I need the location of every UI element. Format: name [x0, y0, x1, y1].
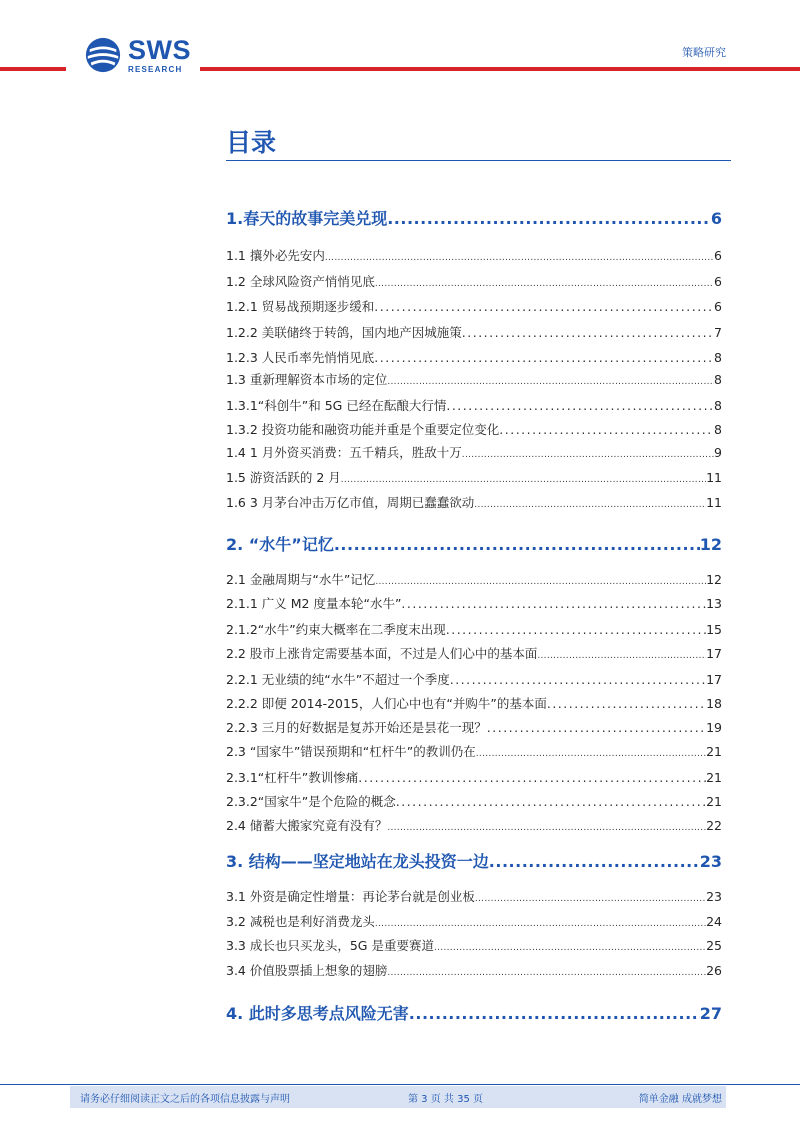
toc-entry-text: 2.2 股市上涨肯定需要基本面，不过是人们心中的基本面 — [226, 646, 538, 661]
toc-entry[interactable] — [226, 694, 722, 712]
toc-leader — [476, 749, 706, 759]
toc-entry-page: 23 — [699, 852, 722, 871]
toc-entry-text: 2.1.2“水牛”约束大概率在二季度末出现 — [226, 622, 446, 637]
toc-leader — [446, 622, 706, 637]
footer-slogan: 简单金融 成就梦想 — [638, 1094, 722, 1105]
toc-entry-page: 8 — [714, 422, 722, 437]
toc-entry-text: 3.4 价值股票插上想象的翅膀 — [226, 963, 388, 978]
toc-entry-text: 1.1 攘外必先安内 — [226, 248, 325, 263]
toc-entry[interactable] — [226, 768, 722, 786]
toc-entry-text: 1.3.1“科创牛”和 5G 已经在酝酿大行情 — [226, 398, 447, 413]
toc-entry-page: 25 — [706, 938, 722, 953]
toc-leader — [450, 672, 706, 687]
toc-entry[interactable] — [226, 323, 722, 341]
toc-entry[interactable] — [226, 570, 722, 588]
toc-entry-text: 2.1.1 广义 M2 度量本轮“水牛” — [226, 596, 402, 611]
toc-leader — [462, 325, 714, 340]
toc-entry[interactable] — [226, 644, 722, 662]
toc-entry-page: 15 — [706, 622, 722, 637]
toc-entry[interactable] — [226, 1001, 722, 1024]
toc-entry[interactable] — [226, 594, 722, 612]
toc-entry-page: 12 — [706, 572, 722, 587]
toc-entry-text: 2.4 储蓄大搬家究竟有没有？ — [226, 818, 388, 833]
toc-entry-text: 1.春天的故事完美兑现 — [226, 209, 388, 228]
toc-entry[interactable] — [226, 961, 722, 979]
toc-leader — [375, 919, 706, 929]
toc-entry[interactable] — [226, 718, 722, 736]
toc-entry-text: 1.2 全球风险资产悄悄见底 — [226, 274, 375, 289]
toc-leader — [341, 475, 706, 485]
toc-entry-text: 3.1 外资是确定性增量：再论茅台就是创业板 — [226, 889, 475, 904]
report-category: 策略研究 — [682, 46, 726, 59]
toc-entry[interactable] — [226, 297, 722, 315]
footer-divider — [0, 1084, 800, 1085]
toc-leader — [547, 696, 706, 711]
toc-leader — [334, 535, 700, 554]
toc-entry-page: 6 — [710, 209, 722, 228]
toc-entry[interactable] — [226, 420, 722, 438]
toc-entry-text: 2.2.1 无业绩的纯“水牛”不超过一个季度 — [226, 672, 450, 687]
toc-entry-text: 1.3 重新理解资本市场的定位 — [226, 372, 388, 387]
toc-entry-text: 2.2.2 即便 2014-2015，人们心中也有“并购牛”的基本面 — [226, 696, 547, 711]
toc-entry-page: 7 — [714, 325, 722, 340]
toc-entry[interactable] — [226, 912, 722, 930]
toc-entry-page: 13 — [706, 596, 722, 611]
toc-entry-text: 1.4 1 月外资买消费：五千精兵，胜敌十万 — [226, 445, 462, 460]
toc-leader — [358, 770, 706, 785]
toc-leader — [537, 651, 706, 661]
header-rule-left — [0, 67, 66, 71]
toc-leader — [375, 279, 714, 289]
toc-leader — [462, 450, 714, 460]
toc-leader — [401, 596, 706, 611]
title-divider — [226, 160, 731, 161]
toc-entry-text: 3.2 减税也是利好消费龙头 — [226, 914, 375, 929]
toc-leader — [325, 253, 714, 263]
toc-entry-page: 21 — [706, 794, 722, 809]
toc-entry-text: 2. “水牛”记忆 — [226, 535, 334, 554]
toc-entry[interactable] — [226, 272, 722, 290]
toc-entry[interactable] — [226, 742, 722, 760]
toc-entry-page: 23 — [706, 889, 722, 904]
toc-entry[interactable] — [226, 887, 722, 905]
sws-globe-icon — [84, 36, 122, 74]
toc-entry[interactable] — [226, 493, 722, 511]
toc-entry-text: 2.2.3 三月的好数据是复苏开始还是昙花一现？ — [226, 720, 487, 735]
toc-entry[interactable] — [226, 849, 722, 872]
toc-entry-text: 3. 结构——坚定地站在龙头投资一边 — [226, 852, 489, 871]
toc-entry[interactable] — [226, 670, 722, 688]
toc-entry-text: 1.3.2 投资功能和融资功能并重是个重要定位变化 — [226, 422, 500, 437]
toc-entry-page: 27 — [699, 1004, 722, 1023]
toc-entry-page: 12 — [699, 535, 722, 554]
toc-entry-page: 24 — [706, 914, 722, 929]
toc-entry[interactable] — [226, 443, 722, 461]
toc-leader — [489, 852, 700, 871]
toc-entry-text: 4. 此时多思考点风险无害 — [226, 1004, 409, 1023]
toc-leader — [434, 943, 706, 953]
toc-entry[interactable] — [226, 370, 722, 388]
footer-page-info: 第 3 页 共 35 页 — [408, 1094, 483, 1105]
toc-entry-text: 2.3.1“杠杆牛”教训惨痛 — [226, 770, 359, 785]
toc-entry[interactable] — [226, 468, 722, 486]
toc-leader — [487, 720, 706, 735]
toc-entry[interactable] — [226, 816, 722, 834]
toc-entry-page: 18 — [706, 696, 722, 711]
toc-entry-text: 1.2.3 人民币率先悄悄见底 — [226, 350, 375, 365]
toc-entry-page: 19 — [706, 720, 722, 735]
toc-entry-page: 8 — [714, 372, 722, 387]
toc-entry-text: 3.3 成长也只买龙头，5G 是重要赛道 — [226, 938, 434, 953]
toc-entry-text: 1.2.1 贸易战预期逐步缓和 — [226, 299, 375, 314]
toc-entry-page: 11 — [706, 470, 722, 485]
toc-entry-text: 1.5 游资活跃的 2 月 — [226, 470, 341, 485]
toc-leader — [499, 422, 714, 437]
sws-logo — [84, 34, 191, 76]
header-rule-right — [200, 67, 800, 71]
toc-entry-page: 22 — [706, 818, 722, 833]
toc-entry[interactable] — [226, 246, 722, 264]
toc-leader — [396, 794, 706, 809]
toc-entry[interactable] — [226, 620, 722, 638]
toc-leader — [375, 577, 706, 587]
toc-entry-text: 1.2.2 美联储终于转鸽，国内地产因城施策 — [226, 325, 462, 340]
toc-leader — [387, 209, 711, 228]
toc-entry-page: 9 — [714, 445, 722, 460]
toc-entry[interactable] — [226, 792, 722, 810]
toc-leader — [374, 350, 714, 365]
toc-entry[interactable] — [226, 348, 722, 366]
toc-entry-text: 2.3.2“国家牛”是个危险的概念 — [226, 794, 396, 809]
toc-entry-page: 21 — [706, 744, 722, 759]
toc-leader — [446, 398, 714, 413]
logo-subtext: RESEARCH — [128, 64, 183, 74]
toc-leader — [374, 299, 714, 314]
toc-entry-page: 8 — [714, 350, 722, 365]
toc-entry-page: 6 — [714, 248, 722, 263]
toc-entry-text: 2.1 金融周期与“水牛”记忆 — [226, 572, 376, 587]
toc-entry[interactable] — [226, 396, 722, 414]
toc-entry-page: 17 — [706, 672, 722, 687]
toc-entry-page: 6 — [714, 274, 722, 289]
toc-leader — [387, 968, 706, 978]
toc-entry-page: 17 — [706, 646, 722, 661]
toc-entry-text: 1.6 3 月茅台冲击万亿市值，周期已蠢蠢欲动 — [226, 495, 475, 510]
page-title: 目录 — [226, 128, 277, 157]
toc-leader — [475, 894, 706, 904]
toc-entry-page: 21 — [706, 770, 722, 785]
toc-leader — [474, 500, 706, 510]
logo-text: SWS — [128, 34, 192, 65]
toc-entry-page: 26 — [706, 963, 722, 978]
toc-entry-page: 8 — [714, 398, 722, 413]
toc-entry-page: 6 — [714, 299, 722, 314]
toc-entry[interactable] — [226, 936, 722, 954]
toc-entry[interactable] — [226, 206, 722, 229]
footer-disclaimer: 请务必仔细阅读正文之后的各项信息披露与声明 — [80, 1094, 290, 1105]
toc-entry-page: 11 — [706, 495, 722, 510]
toc-leader — [387, 377, 714, 387]
toc-entry-text: 2.3 “国家牛”错误预期和“杠杆牛”的教训仍在 — [226, 744, 476, 759]
toc-leader — [387, 823, 706, 833]
toc-leader — [409, 1004, 700, 1023]
toc-entry[interactable] — [226, 532, 722, 555]
